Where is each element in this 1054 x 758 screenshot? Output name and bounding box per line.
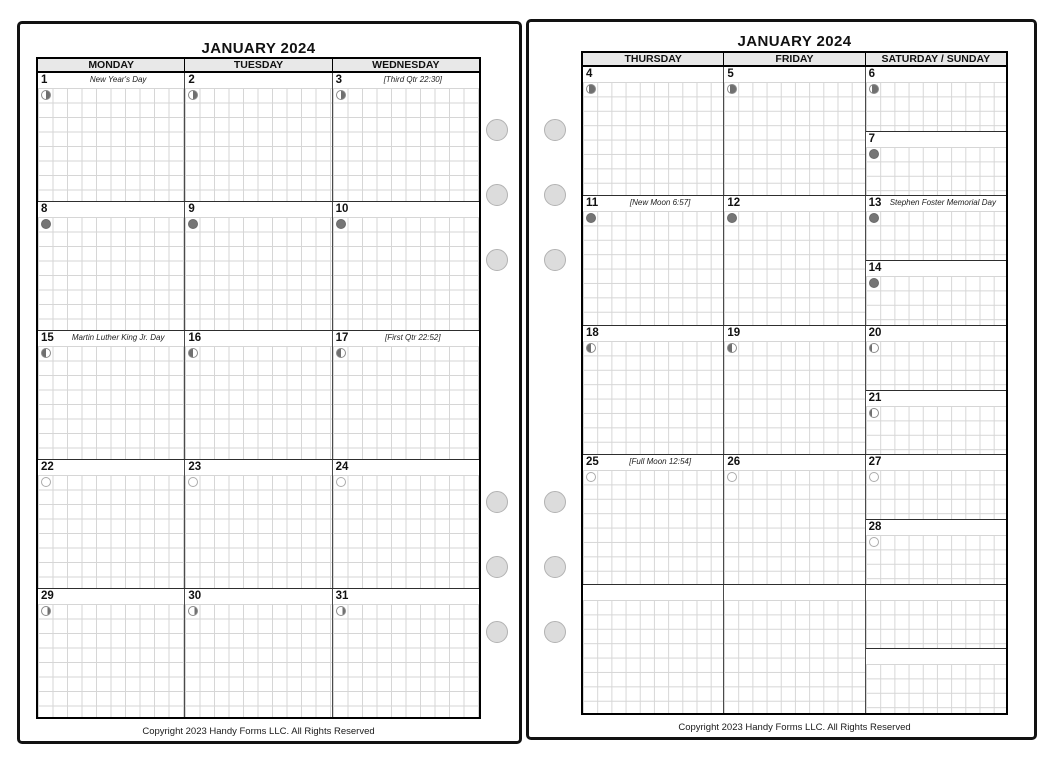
day-cell (723, 67, 864, 195)
day-number: 2 (188, 74, 195, 86)
calendar-body-left (38, 73, 479, 717)
week-row (38, 73, 479, 201)
day-cell (38, 460, 184, 588)
day-cell (184, 331, 331, 459)
day-cell-header (333, 202, 479, 216)
day-number: 23 (188, 461, 202, 473)
week-row (38, 459, 479, 588)
moon-phase-icon (41, 477, 51, 487)
day-cell (866, 391, 1006, 455)
moon-phase-icon (188, 606, 198, 616)
day-cell (583, 67, 723, 195)
weekday-header: THURSDAY (624, 53, 682, 65)
day-number: 25 (586, 456, 599, 469)
day-cell (723, 196, 864, 324)
week-row (38, 588, 479, 717)
moon-phase-icon (869, 84, 879, 94)
writing-grid (185, 604, 331, 717)
binder-hole-icon (544, 184, 566, 206)
day-cell (38, 73, 184, 201)
day-number: 9 (188, 203, 195, 215)
day-number: 4 (586, 68, 593, 80)
day-number: 14 (868, 262, 882, 275)
day-cell-header (38, 73, 184, 87)
day-cell-header (185, 202, 331, 216)
moon-phase-icon (869, 149, 879, 159)
day-cell-header (866, 326, 1006, 340)
day-cell-header (38, 589, 184, 603)
day-cell (38, 589, 184, 717)
month-title-left: JANUARY 2024 (201, 40, 316, 57)
writing-grid (583, 82, 723, 195)
moon-phase-icon (727, 472, 737, 482)
weekend-sub-cell (866, 326, 1006, 390)
day-number: 18 (586, 326, 599, 339)
weekend-sub-cell (866, 585, 1006, 649)
day-cell (583, 455, 723, 583)
weekend-sub-cell (866, 390, 1006, 455)
day-cell (723, 326, 864, 454)
moon-phase-icon (869, 278, 879, 288)
weekend-sub-cell (866, 260, 1006, 325)
day-cell-header (583, 455, 723, 469)
day-cell (184, 202, 331, 330)
day-number: 6 (868, 68, 876, 80)
moon-phase-icon (586, 343, 596, 353)
day-number: 19 (727, 326, 741, 339)
day-cell (866, 455, 1006, 519)
day-cell-header (724, 196, 864, 210)
day-cell (38, 202, 184, 330)
writing-grid (866, 147, 1006, 196)
week-row (38, 330, 479, 459)
weekday-header: MONDAY (88, 59, 135, 71)
weekday-header: TUESDAY (184, 59, 331, 71)
day-number: 21 (868, 391, 882, 404)
day-number: 26 (727, 456, 741, 469)
day-cell-header (38, 202, 184, 216)
day-cell-header (38, 331, 184, 345)
binder-hole-icon (544, 621, 566, 643)
day-number: 7 (868, 132, 876, 145)
day-cell (583, 196, 723, 324)
writing-grid (333, 475, 479, 588)
day-cell (866, 649, 1006, 713)
day-cell-header (333, 460, 479, 474)
day-cell-header (185, 460, 331, 474)
moon-phase-icon (869, 472, 879, 482)
day-cell-header (333, 73, 479, 87)
weekend-sub-cell (866, 455, 1006, 519)
day-number: 27 (868, 456, 882, 469)
day-note: [New Moon 6:57] (629, 198, 691, 208)
day-cell (866, 261, 1006, 325)
binder-hole-icon (544, 556, 566, 578)
writing-grid (333, 346, 479, 459)
writing-grid (724, 470, 864, 583)
day-cell (866, 132, 1006, 196)
writing-grid (38, 217, 184, 330)
day-cell (866, 67, 1006, 131)
day-note: [Full Moon 12:54] (629, 457, 692, 467)
left-planner-page (17, 21, 522, 744)
weekday-header-row-left (38, 59, 479, 73)
day-cell-header (185, 331, 331, 345)
moon-phase-icon (336, 477, 346, 487)
day-cell-header (866, 585, 1006, 599)
week-row (38, 201, 479, 330)
binder-hole-icon (486, 621, 508, 643)
moon-phase-icon (336, 90, 346, 100)
day-number: 29 (41, 590, 54, 602)
weekend-sub-cell (866, 67, 1006, 131)
day-cell (184, 460, 331, 588)
moon-phase-icon (727, 84, 737, 94)
writing-grid (38, 604, 184, 717)
week-row (583, 454, 1006, 583)
moon-phase-icon (586, 472, 596, 482)
calendar-table-right (581, 51, 1008, 715)
binder-hole-icon (486, 184, 508, 206)
moon-phase-icon (336, 219, 346, 229)
day-number: 10 (335, 203, 349, 215)
day-cell-header (333, 589, 479, 603)
day-number: 5 (727, 68, 734, 80)
writing-grid (583, 600, 723, 713)
writing-grid (583, 211, 723, 324)
day-cell (332, 589, 479, 717)
binder-hole-icon (486, 249, 508, 271)
writing-grid (866, 406, 1006, 455)
day-number: 1 (41, 74, 48, 86)
calendar-body-right (583, 67, 1006, 713)
weekend-column (865, 585, 1006, 713)
day-number: 8 (41, 203, 48, 215)
day-cell-header (866, 132, 1006, 146)
writing-grid (866, 535, 1006, 584)
moon-phase-icon (41, 219, 51, 229)
writing-grid (38, 88, 184, 201)
day-number: 20 (868, 326, 882, 339)
day-cell (866, 326, 1006, 390)
binder-hole-icon (486, 556, 508, 578)
writing-grid (583, 470, 723, 583)
day-cell-header (724, 67, 864, 81)
writing-grid (185, 217, 331, 330)
moon-phase-icon (586, 84, 596, 94)
moon-phase-icon (188, 219, 198, 229)
day-cell (723, 455, 864, 583)
writing-grid (724, 341, 864, 454)
day-cell (583, 585, 723, 713)
writing-grid (866, 600, 1006, 649)
writing-grid (866, 470, 1006, 519)
week-row (583, 325, 1006, 454)
weekend-sub-cell (866, 131, 1006, 196)
day-cell (332, 202, 479, 330)
day-cell-header (185, 589, 331, 603)
moon-phase-icon (336, 606, 346, 616)
day-cell-header (866, 391, 1006, 405)
weekday-header: WEDNESDAY (332, 59, 479, 71)
writing-grid (866, 82, 1006, 131)
day-number: 16 (188, 332, 202, 344)
weekend-sub-cell (866, 648, 1006, 713)
writing-grid (724, 211, 864, 324)
day-number: 22 (41, 461, 54, 473)
copyright-left: Copyright 2023 Handy Forms LLC. All Rights Reserved (142, 726, 375, 737)
day-cell-header (866, 520, 1006, 534)
day-cell-header (866, 67, 1006, 81)
day-cell (332, 331, 479, 459)
day-cell-header (724, 326, 864, 340)
weekday-header: FRIDAY (723, 53, 864, 65)
day-number: 3 (335, 74, 343, 86)
month-title-right: JANUARY 2024 (737, 33, 852, 50)
day-cell-header (724, 585, 864, 599)
moon-phase-icon (869, 213, 879, 223)
day-note: Martin Luther King Jr. Day (71, 333, 165, 342)
writing-grid (866, 341, 1006, 390)
day-number: 28 (868, 520, 882, 533)
day-cell (866, 585, 1006, 649)
week-row (583, 67, 1006, 195)
binder-hole-icon (486, 119, 508, 141)
moon-phase-icon (188, 477, 198, 487)
weekend-sub-cell (866, 196, 1006, 260)
moon-phase-icon (727, 213, 737, 223)
day-note: New Year's Day (89, 75, 147, 84)
day-cell (723, 585, 864, 713)
writing-grid (333, 217, 479, 330)
moon-phase-icon (41, 90, 51, 100)
day-number: 30 (188, 590, 202, 602)
day-cell-header (38, 460, 184, 474)
day-cell (866, 520, 1006, 584)
day-number: 12 (727, 197, 741, 210)
writing-grid (724, 82, 864, 195)
weekend-sub-cell (866, 519, 1006, 584)
week-row (583, 584, 1006, 713)
right-planner-page (526, 19, 1037, 740)
moon-phase-icon (586, 213, 596, 223)
day-cell (332, 73, 479, 201)
writing-grid (185, 346, 331, 459)
day-cell-header (866, 649, 1006, 663)
moon-phase-icon (869, 343, 879, 353)
day-cell-header (724, 455, 864, 469)
writing-grid (333, 88, 479, 201)
day-note: Stephen Foster Memorial Day (889, 198, 996, 208)
day-number: 13 (868, 197, 882, 210)
weekday-header: SATURDAY / SUNDAY (865, 53, 1006, 65)
writing-grid (866, 211, 1006, 260)
day-number: 11 (586, 197, 599, 210)
writing-grid (866, 276, 1006, 325)
writing-grid (38, 475, 184, 588)
day-cell-header (333, 331, 479, 345)
day-cell-header (583, 67, 723, 81)
binder-hole-icon (544, 119, 566, 141)
week-row (583, 195, 1006, 324)
day-cell (332, 460, 479, 588)
weekend-column (865, 196, 1006, 324)
weekend-column (865, 67, 1006, 195)
writing-grid (38, 346, 184, 459)
moon-phase-icon (727, 343, 737, 353)
weekend-column (865, 455, 1006, 583)
day-note: [First Qtr 22:52] (385, 333, 441, 342)
moon-phase-icon (41, 606, 51, 616)
moon-phase-icon (869, 537, 879, 547)
calendar-table-left (36, 57, 481, 719)
day-cell-header (866, 455, 1006, 469)
day-cell (583, 326, 723, 454)
day-cell (184, 589, 331, 717)
day-number: 31 (335, 590, 349, 602)
day-number: 15 (41, 332, 54, 344)
day-cell-header (583, 585, 723, 599)
copyright-right: Copyright 2023 Handy Forms LLC. All Rights Reserved (678, 722, 911, 733)
day-cell (866, 196, 1006, 260)
writing-grid (333, 604, 479, 717)
writing-grid (185, 475, 331, 588)
moon-phase-icon (188, 90, 198, 100)
writing-grid (583, 341, 723, 454)
binder-hole-icon (544, 249, 566, 271)
moon-phase-icon (869, 408, 879, 418)
moon-phase-icon (188, 348, 198, 358)
day-cell (184, 73, 331, 201)
day-number: 24 (335, 461, 349, 473)
writing-grid (185, 88, 331, 201)
day-cell-header (866, 261, 1006, 275)
day-number: 17 (335, 332, 349, 344)
day-cell-header (583, 326, 723, 340)
moon-phase-icon (41, 348, 51, 358)
day-cell-header (866, 196, 1006, 210)
day-note: [Third Qtr 22:30] (383, 75, 442, 84)
day-cell (38, 331, 184, 459)
day-cell-header (185, 73, 331, 87)
binder-hole-icon (486, 491, 508, 513)
writing-grid (724, 600, 864, 713)
binder-hole-icon (544, 491, 566, 513)
moon-phase-icon (336, 348, 346, 358)
weekend-column (865, 326, 1006, 454)
day-cell-header (583, 196, 723, 210)
weekday-header-row-right (583, 53, 1006, 67)
writing-grid (866, 664, 1006, 713)
